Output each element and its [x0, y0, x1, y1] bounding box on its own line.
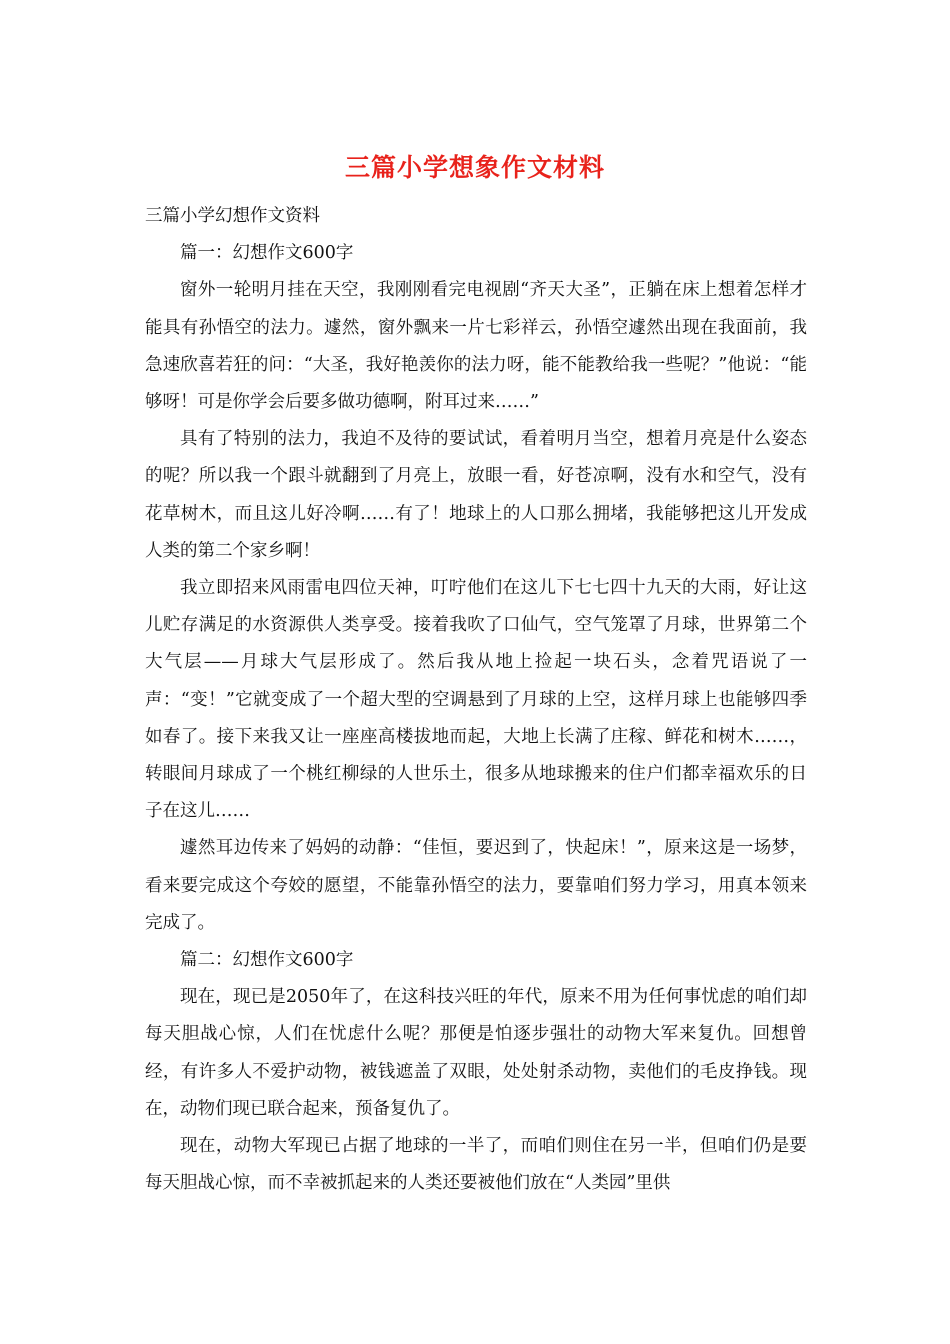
section-heading-1: 篇一：幻想作文600字	[180, 243, 354, 264]
paragraph: 现在，现已是2050年了，在这科技兴旺的年代，原来不用为任何事忧虑的咱们却每天胆战心惊，人们在忧虑什么呢？那便是怕逐步强壮的动物大军来复仇。回想曾经，有许多人不爱护动物，被钱遮盖了双眼，处处射杀动物，卖他们的毛皮挣钱。现在，动物们现已联合起来，预备复仇了。	[145, 987, 807, 1119]
document-title: 三篇小学想象作文材料	[344, 153, 605, 182]
paragraph: 现在，动物大军现已占据了地球的一半了，而咱们则住在另一半，但咱们仍是要每天胆战心惊，而不幸被抓起来的人类还要被他们放在“人类园”里供	[145, 1136, 807, 1194]
section-heading-2: 篇二：幻想作文600字	[180, 950, 354, 971]
document-body	[145, 198, 807, 1202]
paragraph: 具有了特别的法力，我迫不及待的要试试，看着明月当空，想着月亮是什么姿态的呢？所以我一个跟斗就翻到了月亮上，放眼一看，好苍凉啊，没有水和空气，没有花草树木，而且这儿好冷啊……有了！地球上的人口那么拥堵，我能够把这儿开发成人类的第二个家乡啊！	[145, 429, 807, 561]
paragraph: 我立即招来风雨雷电四位天神，叮咛他们在这儿下七七四十九天的大雨，好让这儿贮存满足的水资源供人类享受。接着我吹了口仙气，空气笼罩了月球，世界第二个大气层——月球大气层形成了。然后我从地上捡起一块石头，念着咒语说了一声：“变！”它就变成了一个超大型的空调悬到了月球的上空，这样月球上也能够四季如春了。接下来我又让一座座高楼拔地而起，大地上长满了庄稼、鲜花和树木……，转眼间月球成了一个桃红柳绿的人世乐土，很多从地球搬来的住户们都幸福欢乐的日子在这儿……	[145, 578, 807, 822]
paragraph: 遽然耳边传来了妈妈的动静：“佳恒，要迟到了，快起床！”，原来这是一场梦，看来要完成这个夸姣的愿望，不能靠孙悟空的法力，要靠咱们努力学习，用真本领来完成了。	[145, 838, 807, 933]
document-subtitle: 三篇小学幻想作文资料	[145, 206, 320, 226]
paragraph: 窗外一轮明月挂在天空，我刚刚看完电视剧“齐天大圣”，正躺在床上想着怎样才能具有孙悟空的法力。遽然，窗外飘来一片七彩祥云，孙悟空遽然出现在我面前，我急速欣喜若狂的问：“大圣，我好艳羡你的法力呀，能不能教给我一些呢？”他说：“能够呀！可是你学会后要多做功德啊，附耳过来……”	[145, 280, 807, 413]
